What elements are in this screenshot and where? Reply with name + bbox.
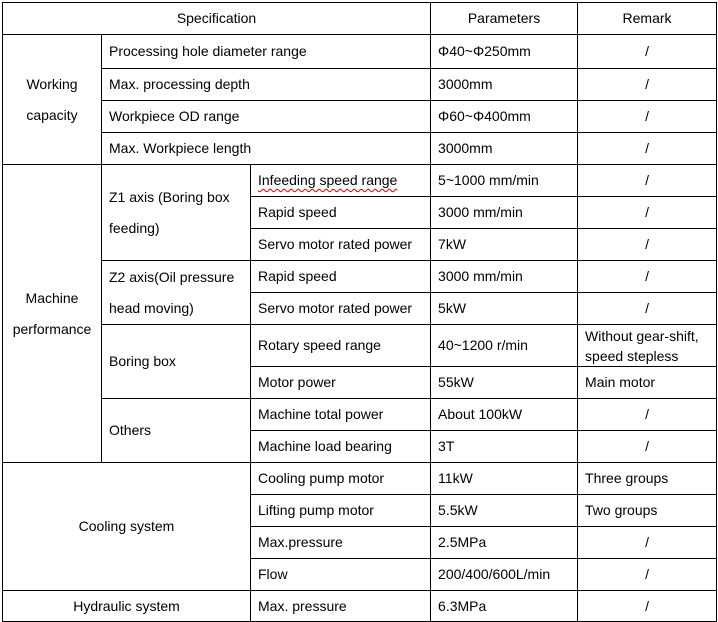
spec-item: Rapid speed <box>251 261 431 293</box>
spec-item: Workpiece OD range <box>102 101 431 133</box>
table-row <box>3 261 717 293</box>
group-cooling-system: Cooling system <box>3 463 251 591</box>
param-value: 55kW <box>431 367 578 399</box>
param-value: 3000mm <box>431 133 578 165</box>
param-value: 3000mm <box>431 69 578 101</box>
remark-value: / <box>578 591 717 622</box>
spec-item: Machine load bearing <box>251 431 431 463</box>
spec-item: Max. Workpiece length <box>102 133 431 165</box>
subgroup-boring-box: Boring box <box>102 325 251 399</box>
param-value: 6.3MPa <box>431 591 578 622</box>
remark-value: / <box>578 431 717 463</box>
spec-item: Cooling pump motor <box>251 463 431 495</box>
spec-item: Lifting pump motor <box>251 495 431 527</box>
table-row <box>3 133 717 165</box>
spec-item: Max.pressure <box>251 527 431 559</box>
group-hydraulic-system: Hydraulic system <box>3 591 251 622</box>
header-parameters: Parameters <box>431 3 578 35</box>
spec-table <box>2 2 717 622</box>
param-value: 5kW <box>431 293 578 325</box>
subgroup-others: Others <box>102 399 251 463</box>
table-row <box>3 165 717 197</box>
remark-value: / <box>578 527 717 559</box>
spec-item: Rapid speed <box>251 197 431 229</box>
subgroup-z1-axis: Z1 axis (Boring box feeding) <box>102 165 251 261</box>
group-working-capacity: Working capacity <box>3 35 102 165</box>
spec-item-text: Infeeding speed range <box>258 172 398 188</box>
param-value: 11kW <box>431 463 578 495</box>
param-value: 3000 mm/min <box>431 261 578 293</box>
spec-item: Servo motor rated power <box>251 229 431 261</box>
param-value: Φ40~Φ250mm <box>431 35 578 69</box>
remark-value: / <box>578 69 717 101</box>
remark-value: / <box>578 229 717 261</box>
remark-value: / <box>578 399 717 431</box>
param-value: 200/400/600L/min <box>431 559 578 591</box>
spec-item: Rotary speed range <box>251 325 431 367</box>
param-value: 5~1000 mm/min <box>431 165 578 197</box>
param-value: 3T <box>431 431 578 463</box>
remark-value: / <box>578 261 717 293</box>
spec-item: Flow <box>251 559 431 591</box>
spec-item: Processing hole diameter range <box>102 35 431 69</box>
spec-item: Max. pressure <box>251 591 431 622</box>
param-value: 5.5kW <box>431 495 578 527</box>
header-remark: Remark <box>578 3 717 35</box>
spec-item <box>251 165 431 197</box>
remark-value: / <box>578 197 717 229</box>
remark-value: / <box>578 35 717 69</box>
remark-value: / <box>578 559 717 591</box>
table-row <box>3 325 717 367</box>
remark-value: Two groups <box>578 495 717 527</box>
param-value: 40~1200 r/min <box>431 325 578 367</box>
table-row <box>3 101 717 133</box>
remark-value: / <box>578 293 717 325</box>
remark-value: / <box>578 133 717 165</box>
spec-item: Machine total power <box>251 399 431 431</box>
spec-item: Servo motor rated power <box>251 293 431 325</box>
table-row <box>3 35 717 69</box>
spec-item: Max. processing depth <box>102 69 431 101</box>
remark-value: / <box>578 101 717 133</box>
param-value: About 100kW <box>431 399 578 431</box>
param-value: Φ60~Φ400mm <box>431 101 578 133</box>
table-row <box>3 463 717 495</box>
subgroup-z2-axis: Z2 axis(Oil pressure head moving) <box>102 261 251 325</box>
param-value: 2.5MPa <box>431 527 578 559</box>
table-row <box>3 591 717 622</box>
table-row <box>3 69 717 101</box>
param-value: 3000 mm/min <box>431 197 578 229</box>
header-specification: Specification <box>3 3 431 35</box>
table-row <box>3 399 717 431</box>
remark-value: / <box>578 165 717 197</box>
remark-value: Three groups <box>578 463 717 495</box>
header-row <box>3 3 717 35</box>
group-machine-performance: Machine performance <box>3 165 102 463</box>
param-value: 7kW <box>431 229 578 261</box>
remark-value: Without gear-shift, speed stepless <box>578 325 717 367</box>
remark-value: Main motor <box>578 367 717 399</box>
spec-item: Motor power <box>251 367 431 399</box>
